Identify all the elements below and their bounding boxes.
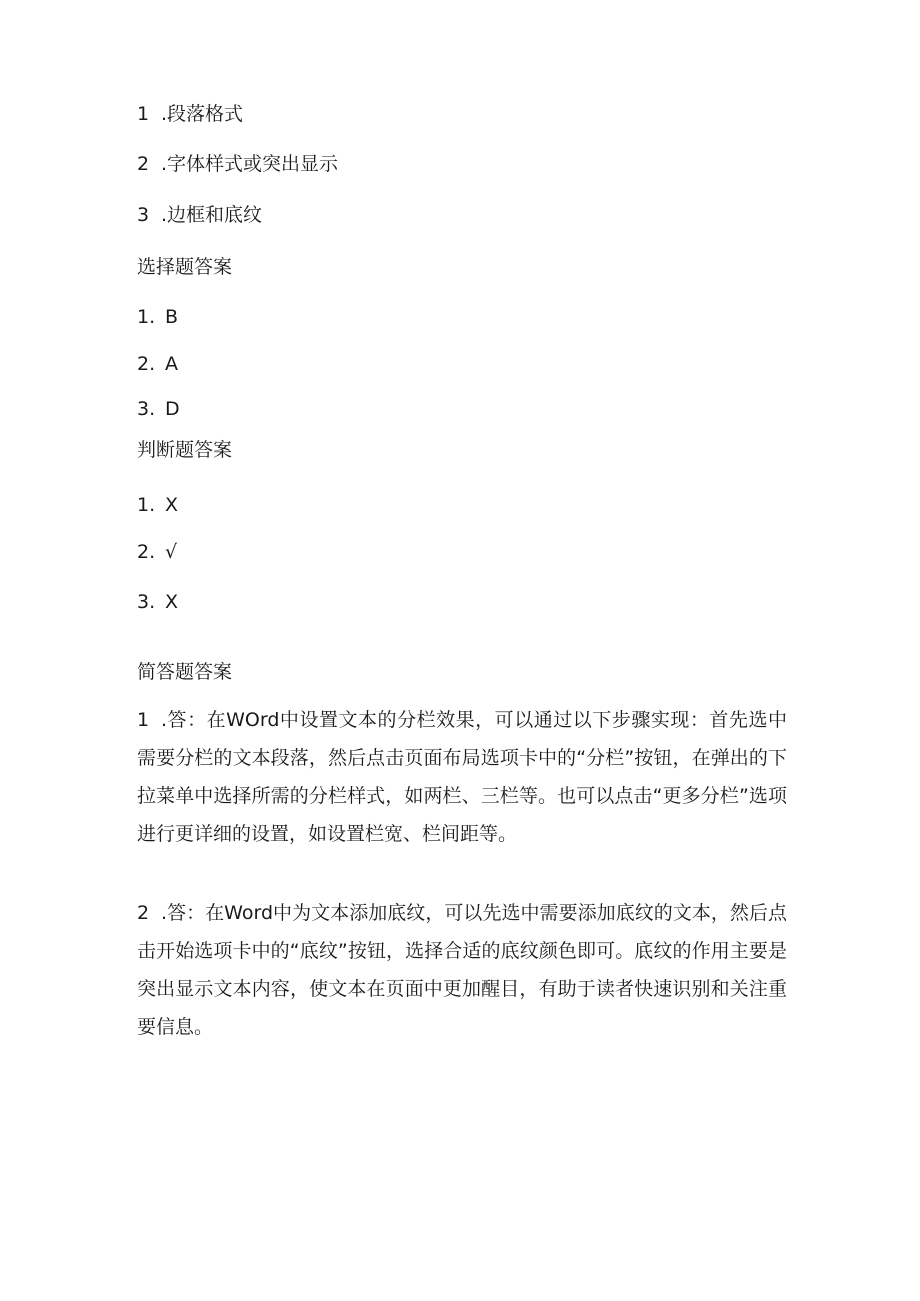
list-item-number: 1.: [137, 494, 156, 516]
list-item-text: X: [165, 494, 179, 516]
answer-number: 1: [137, 709, 150, 731]
section-heading-choice: 选择题答案: [137, 256, 233, 278]
list-item: [137, 352, 178, 376]
list-item-number: 2.: [137, 541, 156, 563]
list-item-number: 3.: [137, 591, 156, 613]
list-item-number: 1.: [137, 306, 156, 328]
list-item-number: 2.: [137, 353, 156, 375]
list-item-text: D: [165, 398, 180, 420]
list-item-text: B: [165, 306, 179, 328]
list-item: [137, 397, 180, 421]
short-answer-paragraph: [137, 894, 787, 1046]
list-item-number: 3: [137, 204, 150, 226]
list-item: [137, 102, 243, 126]
list-item-text: .字体样式或突出显示: [161, 153, 339, 175]
list-item-text: A: [165, 353, 178, 375]
answer-text: .答：在Word中为文本添加底纹，可以先选中需要添加底纹的文本，然后点击开始选项卡中的“底纹”按钮，选择合适的底纹颜色即可。底纹的作用主要是突出显示文本内容，使文本在页面中更加醒目，有助于读者快速识别和关注重要信息。: [137, 902, 787, 1038]
section-heading-judge: 判断题答案: [137, 439, 233, 461]
section-heading-short-answer: 简答题答案: [137, 661, 233, 683]
list-item-text: X: [165, 591, 179, 613]
list-item: [137, 540, 177, 564]
list-item: [137, 203, 262, 227]
list-item: [137, 493, 178, 517]
answer-text: .答：在WOrd中设置文本的分栏效果，可以通过以下步骤实现：首先选中需要分栏的文本段落，然后点击页面布局选项卡中的“分栏”按钮，在弹出的下拉菜单中选择所需的分栏样式，如两栏、三栏等。也可以点击“更多分栏”选项进行更详细的设置，如设置栏宽、栏间距等。: [137, 709, 787, 845]
list-item: [137, 305, 178, 329]
list-item-text: .段落格式: [161, 103, 244, 125]
list-item-text: √: [165, 541, 178, 563]
list-item-number: 3.: [137, 398, 156, 420]
list-item-text: .边框和底纹: [161, 204, 263, 226]
answer-number: 2: [137, 902, 150, 924]
list-item-number: 2: [137, 153, 150, 175]
list-item-number: 1: [137, 103, 150, 125]
list-item: [137, 590, 178, 614]
short-answer-paragraph: [137, 701, 787, 853]
list-item: [137, 152, 338, 176]
